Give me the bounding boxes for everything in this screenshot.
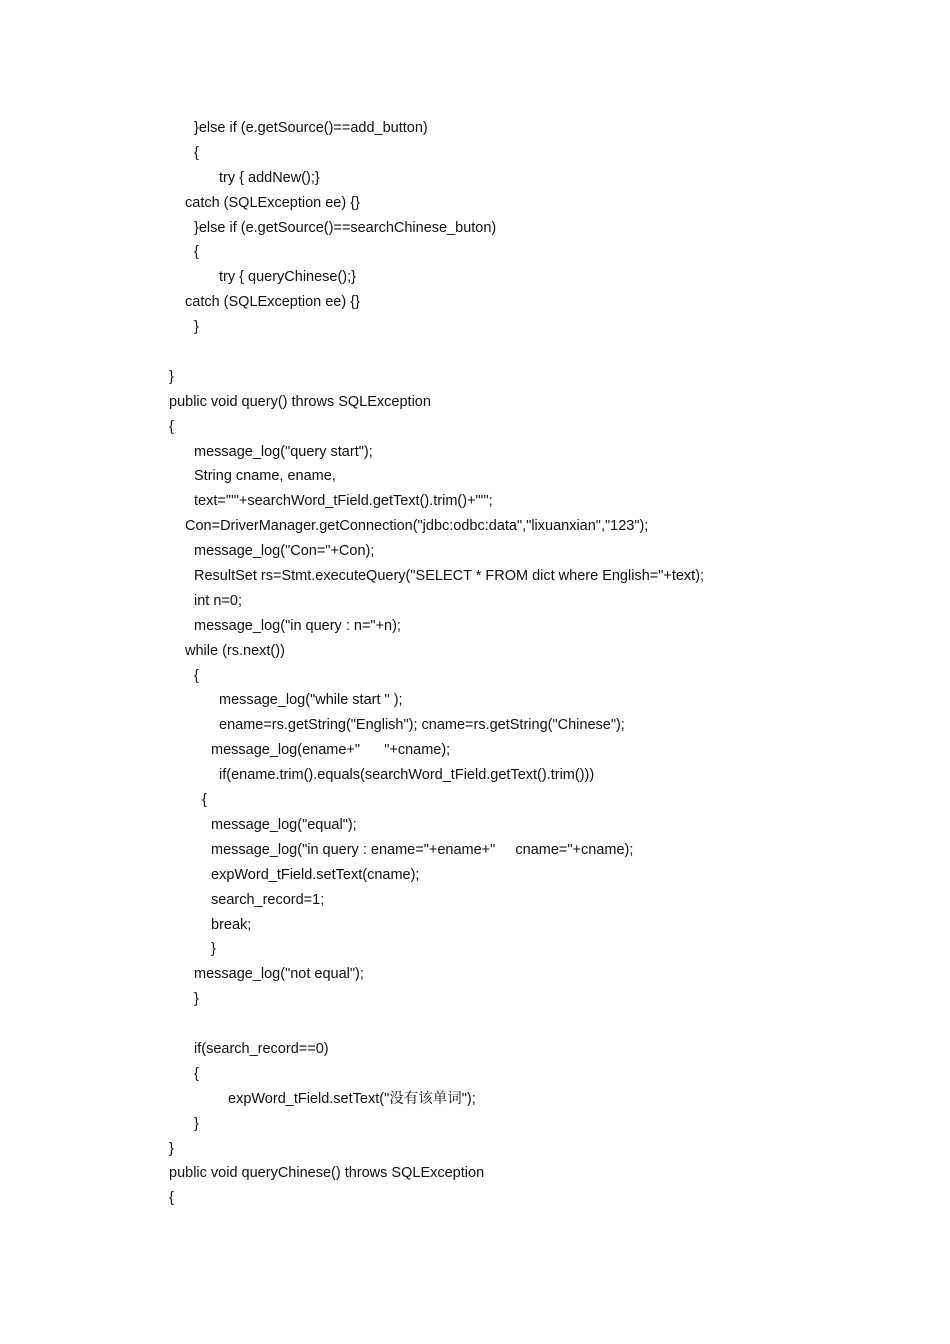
code-line: { <box>194 244 199 261</box>
code-line: }else if (e.getSource()==add_button) <box>194 120 428 136</box>
code-line: { <box>169 418 174 435</box>
code-line: message_log("query start"); <box>194 443 373 460</box>
blank-line <box>0 1012 950 1037</box>
code-line: catch (SQLException ee) {} <box>185 294 360 311</box>
code-line: { <box>194 667 199 684</box>
code-line: break; <box>211 916 252 933</box>
code-line: } <box>211 941 216 958</box>
code-line: message_log("in query : ename="+ename+" cname="+cname); <box>211 841 634 858</box>
code-line: int n=0; <box>194 592 242 609</box>
code-line: catch (SQLException ee) {} <box>185 194 360 211</box>
code-line: try { addNew();} <box>219 169 320 186</box>
code-line: if(ename.trim().equals(searchWord_tField.getText().trim())) <box>219 767 595 784</box>
code-line: }else if (e.getSource()==searchChinese_buton) <box>194 219 497 236</box>
code-line: } <box>194 1115 199 1132</box>
code-line: expWord_tField.setText(cname); <box>211 866 420 883</box>
code-line: ResultSet rs=Stmt.executeQuery("SELECT * FROM dict where English="+text); <box>194 568 705 585</box>
blank-line <box>0 340 950 365</box>
code-line: message_log("in query : n="+n); <box>194 617 401 634</box>
code-line: } <box>194 991 199 1008</box>
code-line: { <box>194 144 199 161</box>
code-line: search_record=1; <box>211 891 325 908</box>
code-line: message_log("while start " ); <box>219 692 403 709</box>
code-line: if(search_record==0) <box>194 1040 329 1057</box>
code-line: } <box>169 1140 174 1157</box>
code-line: } <box>194 319 199 336</box>
code-line: ename=rs.getString("English"); cname=rs.getString("Chinese"); <box>219 717 625 734</box>
code-line: message_log(ename+" "+cname); <box>211 742 451 759</box>
code-line: } <box>169 368 174 385</box>
code-line: message_log("Con="+Con); <box>194 543 375 560</box>
code-line: { <box>202 792 207 809</box>
code-line: Con=DriverManager.getConnection("jdbc:odbc:data","lixuanxian","123"); <box>185 518 649 535</box>
code-line: message_log("equal"); <box>211 816 357 833</box>
code-line: public void queryChinese() throws SQLException <box>169 1165 485 1182</box>
code-line: { <box>169 1190 174 1207</box>
code-line: public void query() throws SQLException <box>169 393 431 410</box>
code-line: String cname, ename, <box>194 468 336 485</box>
code-line: while (rs.next()) <box>185 642 285 659</box>
code-line: expWord_tField.setText("没有该单词"); <box>228 1090 476 1107</box>
code-line: { <box>194 1065 199 1082</box>
code-line: text="'"+searchWord_tField.getText().trim()+"'"; <box>194 493 493 510</box>
code-listing <box>0 116 950 1211</box>
code-line: message_log("not equal"); <box>194 966 364 983</box>
code-line: try { queryChinese();} <box>219 269 357 286</box>
